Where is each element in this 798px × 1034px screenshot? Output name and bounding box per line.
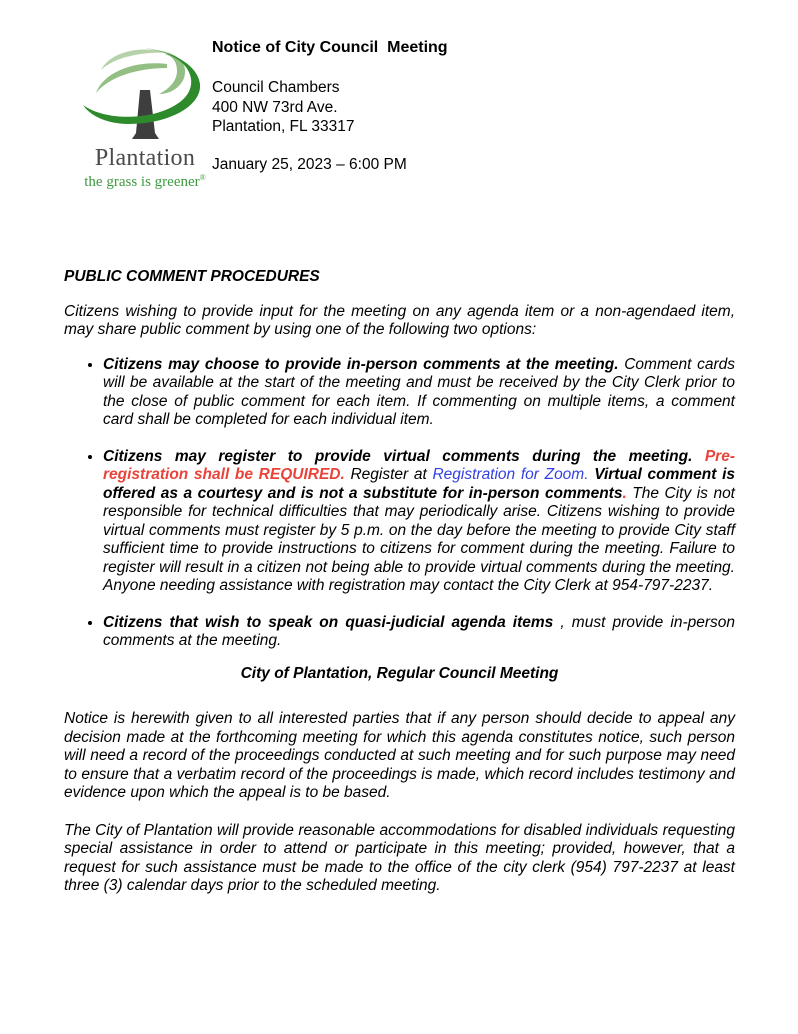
venue-block	[212, 78, 448, 137]
bullet-lead-text: Citizens may register to provide virtual comments during the meeting.	[103, 447, 705, 465]
tree-mid-swoosh-shape	[96, 63, 167, 93]
registered-trademark-symbol: ®	[199, 173, 206, 182]
logo-brand-text: Plantation	[94, 145, 196, 171]
header-text-block	[212, 38, 448, 174]
bullet-body-text: Comment cards will be available at the start of the meeting and must be received by the City Clerk prior to the close of public comment for each item. If commenting on multiple items, a comment card shall be completed for each individual item.	[103, 355, 735, 428]
bullet-lead-text: Citizens may choose to provide in-person comments at the meeting.	[103, 355, 619, 373]
meeting-datetime: January 25, 2023 – 6:00 PM	[212, 155, 407, 173]
appeal-notice-paragraph: Notice is herewith given to all interested parties that if any person should decide to appeal any decision made at the forthcoming meeting for which this agenda constitutes notice, such person will need a record of the proceedings conducted at such meeting and for such purpose may need to ensure that a verbatim record of the proceedings is made, which record includes testimony and evidence upon which the appeal is to be based.	[64, 710, 735, 801]
bullet-quasi-judicial	[103, 614, 735, 651]
venue-name: Council Chambers	[212, 79, 340, 96]
ada-notice-paragraph: The City of Plantation will provide reasonable accommodations for disabled individuals requesting special assistance in order to attend or participate in this meeting; provided, however, that a request for such assistance must be made to the office of the city clerk (954) 797-2237 at least three (3) calendar days prior to the scheduled meeting.	[64, 821, 735, 894]
bullet-virtual-comments	[103, 448, 735, 596]
tree-hook-swoosh-shape	[159, 53, 185, 94]
plantation-tree-logo-icon	[81, 44, 209, 144]
bullet-body-text: The City is not responsible for technical difficulties that may periodically arise. Citizens wishing to provide virtual comments must register by 5 p.m. on the day before the meeting to provide City staff sufficient time to provide instructions to citizens for comment during the meeting. Failure to register will result in a citizen not being able to provide virtual comments during the meeting. Anyone needing assistance with registration may contact the City Clerk at 954-797-2237.	[103, 484, 735, 594]
register-at-text: Register at	[344, 466, 433, 483]
city-logo	[70, 44, 220, 190]
pre-registration-required-text: Pre-registration shall be REQUIRED.	[103, 447, 735, 483]
virtual-courtesy-text: Virtual comment is offered as a courtesy and is not a substitute for in-person comments	[103, 466, 736, 502]
bullet-lead-text: Citizens that wish to speak on quasi-judicial agenda items	[103, 613, 554, 631]
document-title: Notice of City Council Meeting	[212, 39, 448, 56]
comment-options-list	[64, 356, 735, 651]
venue-address: 400 NW 73rd Ave.	[212, 98, 338, 116]
logo-tagline-text	[70, 170, 220, 190]
bullet-in-person-comments	[103, 356, 735, 430]
bullet-body-text: , must provide in-person comments at the meeting.	[103, 613, 736, 649]
meeting-title-heading: City of Plantation, Regular Council Meeting	[240, 664, 559, 682]
document-body	[64, 268, 735, 896]
section-heading-public-comment: PUBLIC COMMENT PROCEDURES	[64, 268, 320, 285]
intro-paragraph: Citizens wishing to provide input for the meeting on any agenda item or a non-agendaed item, may share public comment by using one of the following two options:	[64, 302, 735, 338]
red-period: .	[622, 484, 627, 502]
venue-city-state-zip: Plantation, FL 33317	[212, 118, 355, 135]
logo-tagline-words: the grass is greener	[84, 174, 200, 190]
registration-zoom-link[interactable]: Registration for Zoom.	[432, 466, 589, 483]
